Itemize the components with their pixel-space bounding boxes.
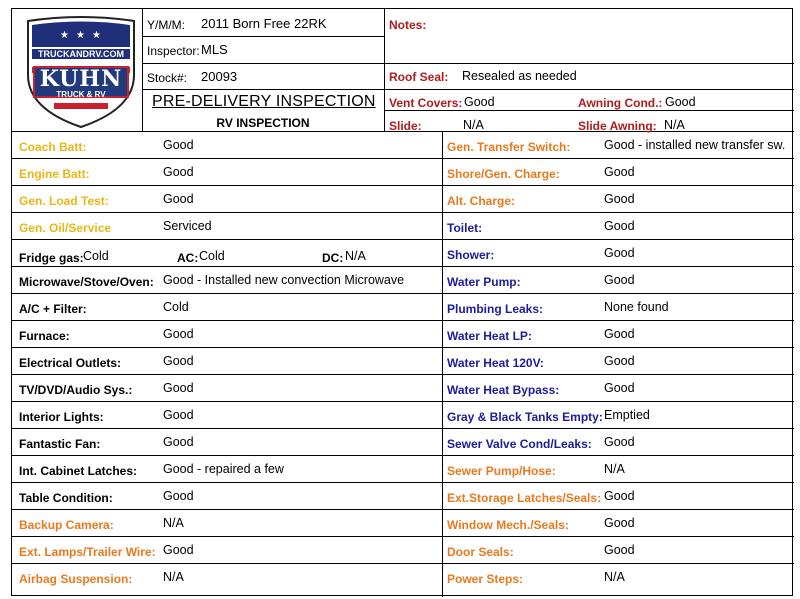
right-row-label: Gen. Transfer Switch:	[447, 140, 571, 154]
ymm-value: 2011 Born Free 22RK	[201, 16, 327, 31]
slide-awning-value: N/A	[664, 118, 685, 132]
left-row-label: Engine Batt:	[19, 167, 90, 181]
left-row-value: Serviced	[163, 219, 212, 233]
left-row-value: Good	[163, 354, 194, 368]
left-row-label: Backup Camera:	[19, 518, 114, 532]
right-row-label: Water Heat LP:	[447, 329, 532, 343]
ac-value: Cold	[199, 249, 225, 263]
notes-label: Notes:	[389, 18, 427, 32]
left-row-label: A/C + Filter:	[19, 302, 87, 316]
left-row-value: Good	[163, 408, 194, 422]
left-row-value: Good	[163, 165, 194, 179]
right-row-label: Alt. Charge:	[447, 194, 516, 208]
right-row-label: Door Seals:	[447, 545, 514, 559]
right-row-label: Ext.Storage Latches/Seals:	[447, 491, 602, 505]
slide-value: N/A	[463, 118, 484, 132]
right-row-label: Shore/Gen. Charge:	[447, 167, 560, 181]
left-row-label: Gen. Oil/Service	[19, 221, 112, 235]
roof-seal-value: Resealed as needed	[462, 69, 577, 83]
left-row-value: Good - repaired a few	[163, 462, 284, 476]
right-row-value: Good	[604, 381, 635, 395]
left-row-value: Good	[163, 327, 194, 341]
awning-label: Awning Cond.:	[578, 96, 663, 110]
logo-site-text: TRUCKANDRV.COM	[37, 49, 124, 59]
right-row-label: Window Mech./Seals:	[447, 518, 569, 532]
right-row-label: Gray & Black Tanks Empty:	[447, 410, 603, 424]
ac-label: AC:	[177, 251, 199, 265]
left-row-label: Interior Lights:	[19, 410, 104, 424]
inspector-value: MLS	[201, 42, 228, 57]
left-row-value: N/A	[163, 516, 184, 530]
left-row-label: Electrical Outlets:	[19, 356, 122, 370]
right-row-label: Toilet:	[447, 221, 483, 235]
left-row-label: TV/DVD/Audio Sys.:	[19, 383, 133, 397]
left-row-label: Ext. Lamps/Trailer Wire:	[19, 545, 156, 559]
left-row-label: Airbag Suspension:	[19, 572, 133, 586]
left-row-label: Furnace:	[19, 329, 70, 343]
svg-text:★: ★	[92, 30, 101, 41]
svg-text:★: ★	[76, 30, 85, 41]
right-row-label: Shower:	[447, 248, 495, 262]
stock-label: Stock#:	[147, 71, 188, 85]
right-row-value: Good - installed new transfer sw.	[604, 138, 786, 152]
vent-covers-value: Good	[464, 95, 495, 109]
left-row-label: Coach Batt:	[19, 140, 87, 154]
fridge-gas-label: Fridge gas:	[19, 251, 84, 265]
dc-label: DC:	[322, 251, 344, 265]
right-row-value: Emptied	[604, 408, 650, 422]
vent-covers-label: Vent Covers:	[389, 96, 463, 110]
left-row-value: Good	[163, 192, 194, 206]
right-row-label: Sewer Pump/Hose:	[447, 464, 556, 478]
left-row-label: Int. Cabinet Latches:	[19, 464, 138, 478]
right-row-value: Good	[604, 354, 635, 368]
right-row-value: N/A	[604, 462, 625, 476]
right-row-value: Good	[604, 192, 635, 206]
right-row-label: Sewer Valve Cond/Leaks:	[447, 437, 592, 451]
left-row-value: Good	[163, 435, 194, 449]
page-subtitle: RV INSPECTION	[216, 116, 310, 130]
right-row-value: Good	[604, 543, 635, 557]
right-row-label: Plumbing Leaks:	[447, 302, 544, 316]
right-row-label: Water Heat 120V:	[447, 356, 544, 370]
right-row-value: Good	[604, 219, 635, 233]
ymm-label: Y/M/M:	[147, 18, 185, 32]
left-row-value: N/A	[163, 570, 184, 584]
inspector-label: Inspector:	[147, 44, 200, 58]
left-row-value: Good	[163, 381, 194, 395]
right-row-value: Good	[604, 273, 635, 287]
left-row-value: Good - Installed new convection Microwave	[163, 273, 405, 287]
logo-sub-text: TRUCK & RV	[56, 90, 106, 99]
stock-value: 20093	[201, 69, 238, 84]
left-row-label: Fantastic Fan:	[19, 437, 101, 451]
right-row-value: None found	[604, 300, 669, 314]
awning-value: Good	[665, 95, 696, 109]
slide-label: Slide:	[389, 119, 422, 133]
slide-awning-label: Slide Awning:	[578, 119, 657, 133]
left-row-value: Cold	[163, 300, 189, 314]
page-title: PRE-DELIVERY INSPECTION	[152, 93, 376, 110]
svg-text:★: ★	[60, 30, 69, 41]
right-row-value: Good	[604, 165, 635, 179]
left-row-value: Good	[163, 543, 194, 557]
right-row-label: Power Steps:	[447, 572, 524, 586]
inspection-sheet	[11, 8, 793, 596]
kuhn-logo	[20, 13, 142, 131]
left-row-value: Good	[163, 138, 194, 152]
left-row-label: Microwave/Stove/Oven:	[19, 275, 154, 289]
right-row-label: Water Pump:	[447, 275, 521, 289]
left-row-label: Table Condition:	[19, 491, 113, 505]
right-row-value: Good	[604, 246, 635, 260]
right-row-value: N/A	[604, 570, 625, 584]
logo-name-text: KUHN	[39, 66, 123, 92]
roof-seal-label: Roof Seal:	[389, 70, 449, 84]
right-row-label: Water Heat Bypass:	[447, 383, 560, 397]
right-row-value: Good	[604, 435, 635, 449]
dc-value: N/A	[345, 249, 366, 263]
left-row-value: Good	[163, 489, 194, 503]
fridge-gas-value: Cold	[83, 249, 109, 263]
left-row-label: Gen. Load Test:	[19, 194, 109, 208]
right-row-value: Good	[604, 489, 635, 503]
right-row-value: Good	[604, 516, 635, 530]
right-row-value: Good	[604, 327, 635, 341]
